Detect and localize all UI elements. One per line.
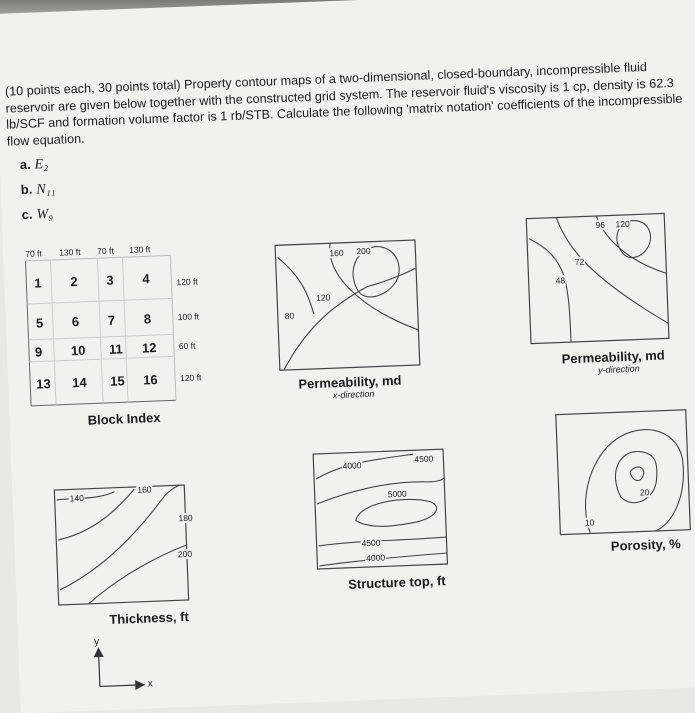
block-4: 4 [141,271,150,287]
contour-label: 160 [137,484,152,495]
contour-label: 72 [574,256,585,267]
porosity-caption: Porosity, % [610,536,681,554]
contour-label: 200 [356,245,371,257]
contour-label: 48 [555,275,566,286]
block-11: 11 [108,341,123,357]
block-14: 14 [71,374,87,391]
block-5: 5 [35,315,44,331]
perm-y-map [526,213,681,349]
structure-map [313,448,468,579]
block-3: 3 [106,272,114,288]
block-index-caption: Block Index [87,409,161,428]
spacing-dy2: 100 ft [177,311,200,323]
block-6: 6 [71,313,80,330]
porosity-map [556,409,695,540]
perm-y-caption: Permeability, md [561,347,665,367]
x-axis-label: x [147,678,154,690]
contour-label: 180 [178,512,193,524]
contour-label: 10 [584,517,595,528]
structure-figure [313,448,468,592]
spacing-dx2: 130 ft [59,246,81,258]
contour-label: 96 [595,219,606,231]
block-9: 9 [34,344,43,360]
structure-caption: Structure top, ft [347,573,446,592]
contour-label: 160 [329,247,344,259]
contour-label: 200 [177,548,193,560]
spacing-dy1: 120 ft [176,276,198,288]
perm-x-subcaption: x-direction [332,388,375,401]
block-1: 1 [34,275,42,291]
block-13: 13 [35,376,51,392]
porosity-figure [556,409,695,554]
perm-y-figure [526,213,681,376]
thickness-caption: Thickness, ft [109,608,190,628]
block-7: 7 [107,312,116,328]
perm-x-map [275,240,430,376]
block-12: 12 [141,340,157,356]
contour-label: 5000 [387,488,407,500]
block-15: 15 [109,373,125,389]
contour-label: 20 [639,487,650,498]
block-8: 8 [143,311,152,327]
spacing-dx1: 70 ft [25,248,42,259]
coordinate-axes [90,636,162,702]
perm-x-caption: Permeability, md [298,372,402,392]
spacing-dy3: 60 ft [178,340,196,352]
part-a: a. E₂ [19,156,49,173]
contour-label: 4000 [365,552,386,564]
perm-x-figure [275,240,430,401]
block-index-figure [25,244,202,428]
contour-label: 140 [69,492,85,504]
contour-label: 4500 [414,453,434,465]
contour-label: 4500 [361,537,381,549]
thickness-figure [54,484,209,628]
spacing-dx3: 70 ft [96,245,114,257]
perm-y-subcaption: y-direction [597,363,640,376]
y-axis-label: y [93,636,100,648]
block-10: 10 [70,342,86,359]
part-c: c. W₉ [21,206,54,223]
part-b: b. N₁₁ [20,181,56,198]
question-parts [19,152,56,228]
block-16: 16 [142,371,158,388]
problem-statement: (10 points each, 30 points total) Property contour maps of a two-dimensional, closed-boundary, incompressible fluid reservoir are given below together with the constructed grid system. The reservoir fluid's viscosity is 1 cp, density is 62.3 lb/SCF and formation volume factor is 1 rb/STB. Calculate the following 'matrix notation' coefficients of the incompressible flow equation. [4,59,683,149]
block-2: 2 [70,273,78,290]
spacing-dx4: 130 ft [128,244,151,255]
contour-label: 120 [315,292,331,303]
contour-label: 120 [615,218,630,230]
spacing-dy4: 120 ft [179,372,202,384]
contour-label: 4000 [342,460,362,471]
contour-label: 80 [284,310,295,322]
